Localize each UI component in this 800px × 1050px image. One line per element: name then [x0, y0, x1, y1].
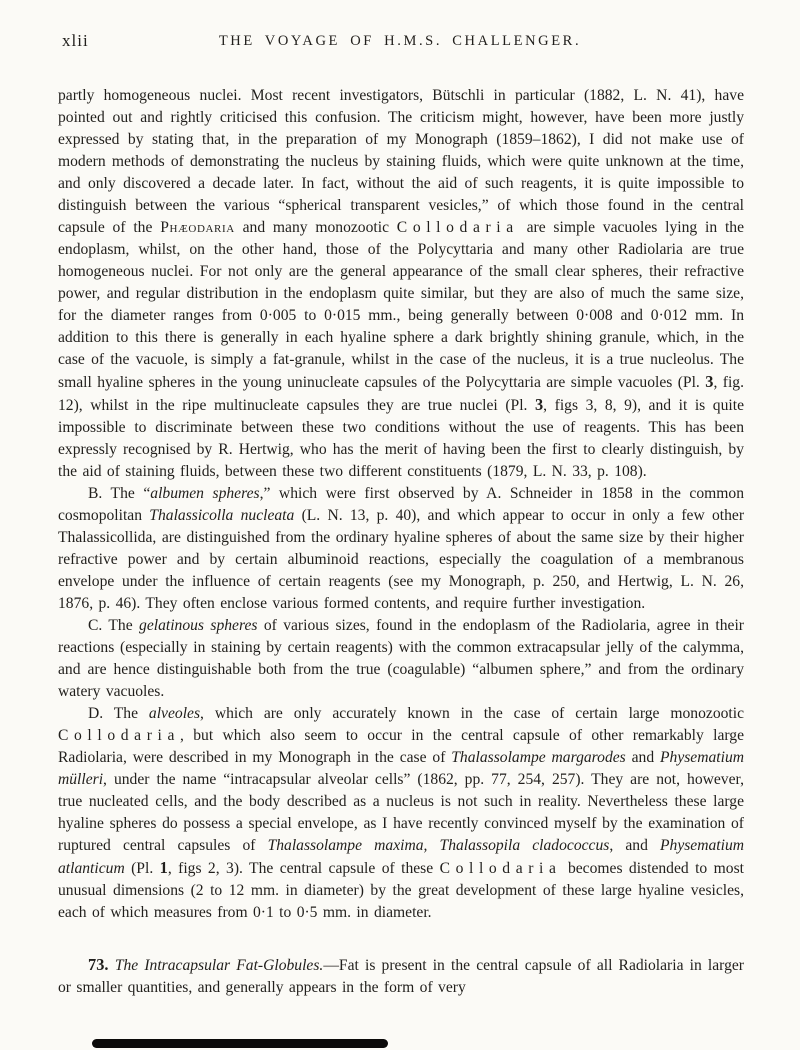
text-run: are simple vacuoles lying in the endoplasm, whilst, on the other hand, those of the Polycyttaria and many other Radiolaria are true homogeneous nuclei. For not only are the general appearance of the small clear spheres, their refractive power, and regular distribution in the endoplasm quite similar, but they are also of much the same size, for the diameter ranges from 0·005 to 0·015 mm., being generally between 0·008 and 0·012 mm. In addition to this there is generally in each hyaline sphere a dark brightly shining granule, which, in the case of the vacuole, is simply a fat-granule, whilst in the case of the nucleus, it is a true nucleolus. The small hyaline spheres in the young uninucleate capsules of the Polycyttaria are simple vacuoles (Pl.: [58, 219, 745, 391]
paragraph-gelatinous-spheres: [58, 615, 744, 703]
text-run: , but which also seem to occur in the central capsule of other remarkably large Radiolaria, were described in my Monograph in the case of: [58, 727, 744, 766]
paragraph-continuation: [58, 85, 744, 483]
text-run: (Pl.: [124, 860, 160, 877]
text-run: , under the name “intracapsular alveolar cells” (1862, pp. 77, 254, 257). They are not, however, true nucleated cells, and the body described as a nucleus is not such in reality. Nevertheless these large hyaline spheres do possess a special envelope, as I have recently convinced myself by the examination of ruptured central capsules of: [58, 771, 744, 854]
text-run-italic: The Intracapsular Fat-Globules.: [114, 957, 324, 974]
text-run-bold: 3: [534, 395, 544, 414]
text-run: ,” which were first observed by A. Schneider in 1858 in the common cosmopolitan: [58, 485, 744, 524]
text-run-bold: 3: [705, 372, 714, 391]
text-run-italic: Physematium atlanticum: [58, 837, 745, 877]
page-number: xlii: [62, 31, 89, 50]
text-run: , and: [609, 837, 660, 854]
text-run-italic: alveoles: [148, 705, 201, 722]
text-run: —Fat is present in the central capsule of all Radiolaria in larger or smaller quantities, and generally appears in the form of very: [58, 957, 744, 996]
text-run: and: [625, 749, 660, 766]
text-run-spaced: Collodaria: [439, 860, 562, 877]
text-run: , figs 2, 3). The central capsule of these: [167, 860, 440, 877]
page-header: [0, 0, 800, 55]
text-run: B. The “: [88, 485, 151, 502]
running-title: THE VOYAGE OF H.M.S. CHALLENGER.: [218, 33, 582, 49]
text-run: becomes distended to most unusual dimensions (2 to 12 mm. in diameter) by the great development of these large hyaline vesicles, each of which measures from 0·1 to 0·5 mm. in diameter.: [58, 860, 744, 921]
paragraph-albumen-spheres: [58, 483, 744, 615]
text-run-italic: Physematium mülleri: [58, 749, 745, 788]
scan-artifact: [92, 1039, 388, 1048]
text-run-italic: Thalassolampe margarodes: [451, 749, 626, 766]
text-run-italic: Thalassicolla nucleata: [149, 507, 295, 524]
text-run-bold: 73.: [88, 955, 115, 974]
text-run-italic: gelatinous spheres: [139, 617, 258, 634]
text-run-bold: 1: [159, 858, 168, 877]
text-run: C. The: [88, 617, 140, 634]
text-run: , which are only accurately known in the case of certain large monozootic: [200, 705, 744, 722]
text-run-spaced: Collodaria: [396, 219, 519, 236]
text-run: and many monozootic: [234, 219, 397, 236]
text-run: , fig. 12), whilst in the ripe multinucleate capsules they are true nuclei (Pl.: [58, 374, 744, 414]
page-body: [58, 85, 744, 999]
text-run-italic: Thalassolampe maxima, Thalassopila cladococcus: [267, 837, 610, 854]
text-run-spaced: Collodaria: [58, 727, 180, 744]
text-run: , figs 3, 8, 9), and it is quite impossible to discriminate between these two conditions without the use of reagents. This has been expressly recognised by R. Hertwig, who has the merit of having been the first to clearly distinguish, by the aid of staining fluids, between these two different constituents (1879, L. N. 33, p. 108).: [58, 397, 744, 480]
text-run: D. The: [88, 705, 149, 722]
text-run: of various sizes, found in the endoplasm of the Radiolaria, agree in their reactions (especially in staining by certain reagents) with the common extracapsular jelly of the calymma, and are hence distinguishable both from the true (coagulable) “albumen sphere,” and from the ordinary watery vacuoles.: [58, 617, 744, 700]
text-run: partly homogeneous nuclei. Most recent investigators, Bütschli in particular (1882, L. N. 41), have pointed out and rightly criticised this confusion. The criticism might, however, have been more justly expressed by stating that, in the preparation of my Monograph (1859–1862), I did not make use of modern methods of demonstrating the nucleus by staining fluids, which were quite unknown at the time, and only discovered a decade later. In fact, without the aid of such reagents, it is quite impossible to distinguish between the various “spherical transparent vesicles,” of which those found in the central capsule of the: [58, 87, 744, 236]
paragraph-alveoles: [58, 703, 744, 924]
paragraph-section-73: [58, 954, 744, 999]
text-run-smallcaps: Phæodaria: [160, 219, 235, 236]
text-run: (L. N. 13, p. 40), and which appear to occur in only a few other Thalassicollida, are distinguished from the ordinary hyaline spheres of about the same size by their higher refractive power and by certain albuminoid reactions, especially the coagulation of a membranous envelope under the influence of certain reagents (see my Monograph, p. 250, and Hertwig, L. N. 26, 1876, p. 46). They often enclose various formed contents, and require further investigation.: [58, 507, 745, 612]
text-run-italic: albumen spheres: [150, 485, 260, 502]
